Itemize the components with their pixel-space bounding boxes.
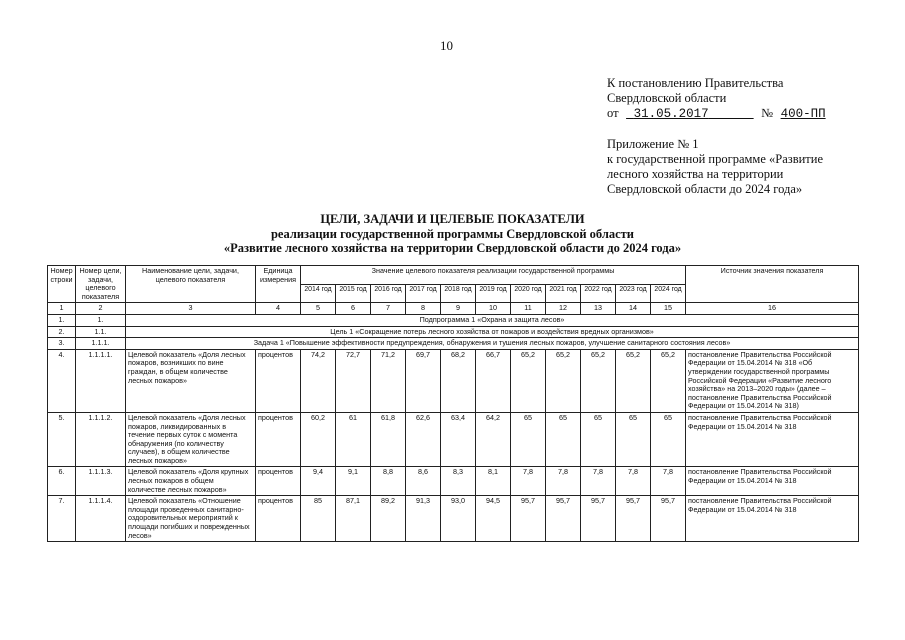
appendix-line-3: лесного хозяйства на территории [607,167,784,181]
header-year: 2021 год [546,284,581,303]
column-number: 16 [686,303,859,315]
page-number: 10 [440,38,453,53]
column-number: 10 [476,303,511,315]
header-goal-number: Номер цели, задачи, целевого показателя [76,266,126,303]
header-year: 2023 год [616,284,651,303]
indicator-value: 8,8 [371,467,406,496]
header-year: 2022 год [581,284,616,303]
goal-code: 1.1.1.4. [76,496,126,542]
indicator-value: 9,1 [336,467,371,496]
indicator-value: 65 [546,412,581,467]
indicator-source: постановление Правительства Российской Федерации от 15.04.2014 № 318 «Об утверждении государственной программы Российской Федерации «Развитие лесного хозяйства» на 2013–2020 годы» (далее – постановление Правительства Российской Федерации от 15.04.2014 № 318) [686,349,859,412]
indicator-value: 65 [616,412,651,467]
header-year: 2020 год [511,284,546,303]
header-values: Значение целевого показателя реализации государственной программы [301,266,686,285]
indicator-value: 65,2 [581,349,616,412]
indicator-row [48,496,859,542]
goal-code: 1.1. [76,326,126,338]
indicator-value: 8,1 [476,467,511,496]
indicator-value: 95,7 [581,496,616,542]
indicator-value: 72,7 [336,349,371,412]
indicator-row [48,467,859,496]
indicator-name: Целевой показатель «Отношение площади проведенных санитарно-оздоровительных мероприятий к площади погибших и поврежденных лесов» [126,496,256,542]
date-prefix: от [607,106,619,120]
indicator-value: 7,8 [651,467,686,496]
indicator-unit: процентов [256,412,301,467]
column-number: 9 [441,303,476,315]
column-number: 4 [256,303,301,315]
indicators-table [47,265,859,542]
indicator-value: 60,2 [301,412,336,467]
header-source: Источник значения показателя [686,266,859,303]
indicator-unit: процентов [256,349,301,412]
row-number: 3. [48,338,76,350]
indicator-value: 87,1 [336,496,371,542]
header-unit: Единица измерения [256,266,301,303]
row-number: 5. [48,412,76,467]
title-line-2: реализации государственной программы Свердловской области [270,226,635,241]
section-title: Подпрограмма 1 «Охрана и защита лесов» [126,314,859,326]
indicator-value: 89,2 [371,496,406,542]
indicator-source: постановление Правительства Российской Федерации от 15.04.2014 № 318 [686,496,859,542]
goal-code: 1.1.1.3. [76,467,126,496]
title-line-3: «Развитие лесного хозяйства на территории Свердловской области до 2024 года» [223,241,682,255]
indicator-value: 66,7 [476,349,511,412]
indicator-value: 71,2 [371,349,406,412]
approval-date-line [607,106,897,122]
row-number: 4. [48,349,76,412]
indicator-name: Целевой показатель «Доля лесных пожаров, ликвидированных в течение первых суток с момента обнаружения (по количеству случаев), в общем количестве лесных пожаров» [126,412,256,467]
indicator-value: 69,7 [406,349,441,412]
indicator-row [48,349,859,412]
indicator-value: 85 [301,496,336,542]
indicator-value: 7,8 [581,467,616,496]
indicator-value: 65,2 [616,349,651,412]
indicator-value: 7,8 [511,467,546,496]
indicator-value: 65 [511,412,546,467]
header-year: 2024 год [651,284,686,303]
appendix-block [607,137,897,197]
column-number: 2 [76,303,126,315]
goal-code: 1. [76,314,126,326]
indicator-value: 7,8 [616,467,651,496]
column-number: 15 [651,303,686,315]
section-row [48,314,859,326]
column-number: 13 [581,303,616,315]
indicator-value: 93,0 [441,496,476,542]
row-number: 2. [48,326,76,338]
indicator-value: 65,2 [511,349,546,412]
number-prefix: № [761,106,774,120]
indicator-value: 61,8 [371,412,406,467]
indicator-value: 65,2 [651,349,686,412]
column-number: 14 [616,303,651,315]
section-row [48,338,859,350]
indicator-value: 65 [581,412,616,467]
header-year: 2016 год [371,284,406,303]
indicator-value: 65,2 [546,349,581,412]
indicator-value: 95,7 [511,496,546,542]
indicator-value: 8,6 [406,467,441,496]
indicator-value: 62,6 [406,412,441,467]
appendix-line-1: Приложение № 1 [607,137,699,151]
appendix-line-2: к государственной программе «Развитие [607,152,823,166]
header-year: 2015 год [336,284,371,303]
indicator-value: 74,2 [301,349,336,412]
column-number: 11 [511,303,546,315]
header-year: 2017 год [406,284,441,303]
indicator-row [48,412,859,467]
indicator-value: 91,3 [406,496,441,542]
section-title: Задача 1 «Повышение эффективности предупреждения, обнаружения и тушения лесных пожаров, улучшение санитарного состояния лесов» [126,338,859,350]
indicator-value: 95,7 [616,496,651,542]
goal-code: 1.1.1.2. [76,412,126,467]
column-number: 5 [301,303,336,315]
indicator-value: 64,2 [476,412,511,467]
approval-number: 400-ПП [780,107,826,121]
indicator-value: 94,5 [476,496,511,542]
indicator-value: 9,4 [301,467,336,496]
section-row [48,326,859,338]
table-body [48,303,859,542]
row-number: 6. [48,467,76,496]
approval-block [607,76,897,122]
column-number: 1 [48,303,76,315]
indicator-value: 7,8 [546,467,581,496]
header-year: 2019 год [476,284,511,303]
goal-code: 1.1.1. [76,338,126,350]
header-year: 2014 год [301,284,336,303]
column-number: 8 [406,303,441,315]
approval-line-2: Свердловской области [607,91,727,105]
indicator-name: Целевой показатель «Доля крупных лесных пожаров в общем количестве лесных пожаров» [126,467,256,496]
document-title [0,212,905,256]
title-line-1: ЦЕЛИ, ЗАДАЧИ И ЦЕЛЕВЫЕ ПОКАЗАТЕЛИ [320,212,585,226]
header-name: Наименование цели, задачи, целевого показателя [126,266,256,303]
indicator-value: 95,7 [546,496,581,542]
indicator-unit: процентов [256,467,301,496]
column-number: 12 [546,303,581,315]
appendix-line-4: Свердловской области до 2024 года» [607,182,803,196]
indicator-source: постановление Правительства Российской Федерации от 15.04.2014 № 318 [686,412,859,467]
indicator-value: 68,2 [441,349,476,412]
goal-code: 1.1.1.1. [76,349,126,412]
section-title: Цель 1 «Сокращение потерь лесного хозяйства от пожаров и воздействия вредных организмов» [126,326,859,338]
column-number: 6 [336,303,371,315]
column-number: 3 [126,303,256,315]
indicator-value: 95,7 [651,496,686,542]
approval-line-1: К постановлению Правительства [607,76,784,90]
indicator-unit: процентов [256,496,301,542]
indicator-value: 63,4 [441,412,476,467]
indicator-value: 65 [651,412,686,467]
table-header-row [48,266,859,285]
header-row-number: Номер строки [48,266,76,303]
indicator-value: 8,3 [441,467,476,496]
column-number: 7 [371,303,406,315]
header-year: 2018 год [441,284,476,303]
indicator-source: постановление Правительства Российской Федерации от 15.04.2014 № 318 [686,467,859,496]
row-number: 7. [48,496,76,542]
row-number: 1. [48,314,76,326]
indicator-value: 61 [336,412,371,467]
column-numbers-row [48,303,859,315]
indicator-name: Целевой показатель «Доля лесных пожаров, возникших по вине граждан, в общем количестве лесных пожаров» [126,349,256,412]
approval-date: 31.05.2017 [633,107,709,121]
